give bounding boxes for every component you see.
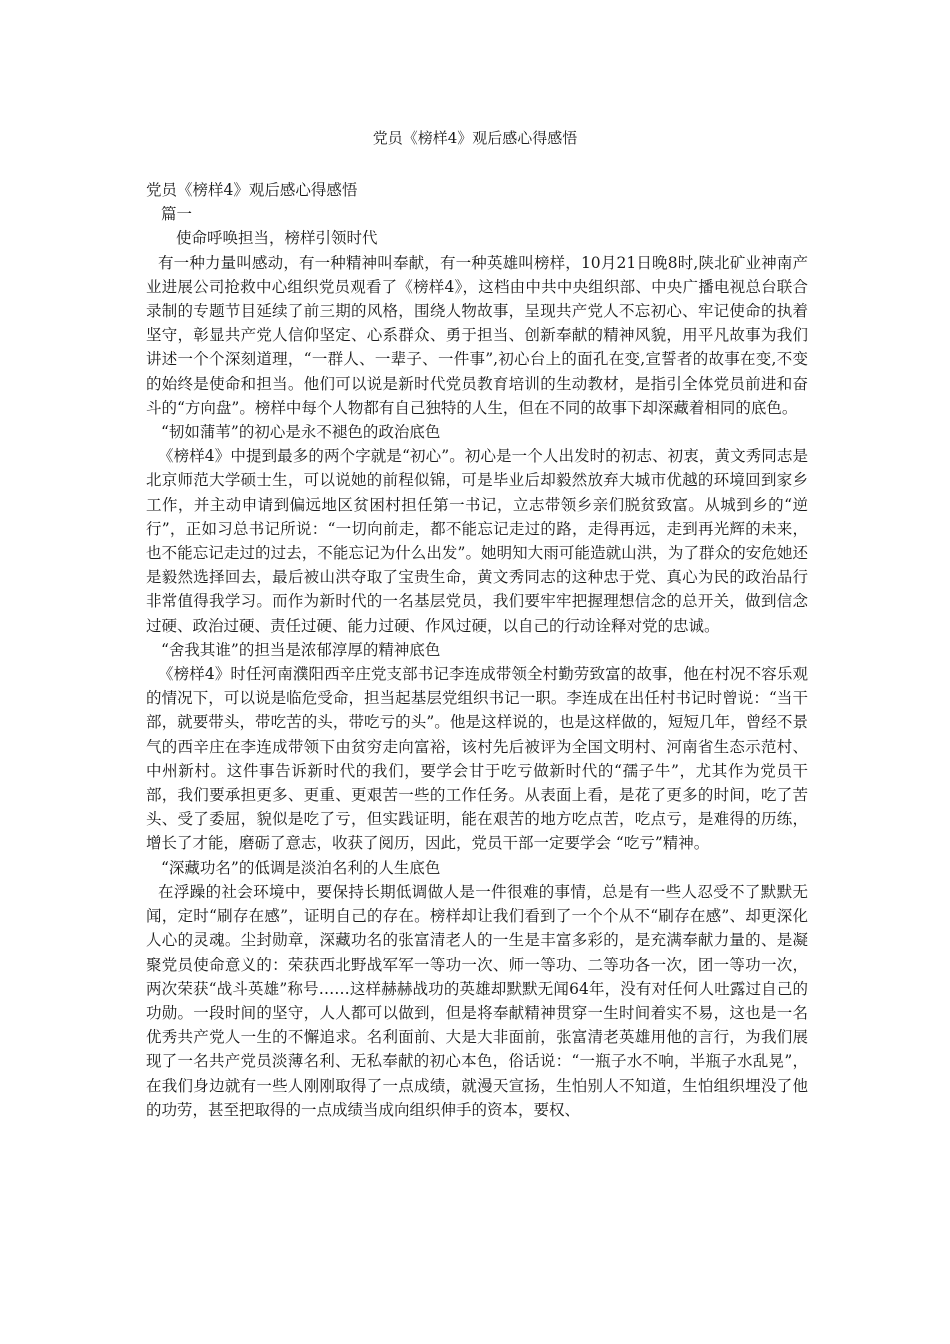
document-title: 党员《榜样4》观后感心得感悟 (372, 129, 578, 147)
document-body (146, 178, 808, 1122)
subheading-low-profile: “深藏功名”的低调是淡泊名利的人生底色 (161, 858, 441, 877)
part-label: 篇一 (161, 205, 193, 224)
paragraph-huang-wenxiu: 《榜样4》中提到最多的两个字就是“初心”。初心是一个人出发时的初志、初衷，黄文秀同志是北京师范大学硕士生，可以说她的前程似锦，可是毕业后却毅然放弃大城市优越的环境回到家乡工作，并主动申请到偏远地区贫困村担任第一书记，立志带领乡亲们脱贫致富。从城到乡的“逆行”，正如习总书记所说：“一切向前走，都不能忘记走过的路，走得再远，走到再光辉的未来，也不能忘记走过的过去，不能忘记为什么出发”。她明知大雨可能造就山洪，为了群众的安危她还是毅然选择回去，最后被山洪夺取了宝贵生命，黄文秀同志的这种忠于党、真心为民的政治品行非常值得我学习。而作为新时代的一名基层党员，我们要牢牢把握理想信念的总开关，做到信念过硬、政治过硬、责任过硬、能力过硬、作风过硬，以自己的行动诠释对党的忠诚。 (146, 447, 808, 635)
paragraph-zhang-fuqing: 在浮躁的社会环境中，要保持长期低调做人是一件很难的事情，总是有一些人忍受不了默默无闻，定时“刷存在感”，证明自己的存在。榜样却让我们看到了一个个从不“刷存在感”、却更深化人心的灵魂。尘封勋章，深藏功名的张富清老人的一生是丰富多彩的，是充满奉献力量的、是凝聚党员使命意义的：荣获西北野战军军一等功一次、师一等功、二等功各一次，团一等功一次，两次荣获“战斗英雄”称号……这样赫赫战功的英雄却默默无闻64年，没有对任何人吐露过自己的功勋。一段时间的坚守，人人都可以做到，但是将奉献精神贯穿一生时间着实不易，这也是一名优秀共产党人一生的不懈追求。名利面前、大是大非面前，张富清老英雄用他的言行，为我们展现了一名共产党员淡薄名利、无私奉献的初心本色，俗话说：“一瓶子水不响，半瓶子水乱晃”，在我们身边就有一些人刚刚取得了一点成绩，就漫天宣扬，生怕别人不知道，生怕组织埋没了他的功劳，甚至把取得的一点成绩当成向组织伸手的资本，要权、 (146, 882, 808, 1119)
paragraph-li-liancheng: 《榜样4》时任河南濮阳西辛庄党支部书记李连成带领全村勤劳致富的故事，他在村况不容乐观的情况下，可以说是临危受命，担当起基层党组织书记一职。李连成在出任村书记时曾说：“当干部，就要带头，带吃苦的头，带吃亏的头”。他是这样说的，也是这样做的，短短几年，曾经不景气的西辛庄在李连成带领下由贫穷走向富裕，该村先后被评为全国文明村、河南省生态示范村、中州新村。这件事告诉新时代的我们，要学会甘于吃亏做新时代的“孺子牛”，尤其作为党员干部，我们要承担更多、更重、更艰苦一些的工作任务。从表面上看，是花了更多的时间，吃了苦头、受了委屈，貌似是吃了亏，但实践证明，能在艰苦的地方吃点苦，吃点亏，是难得的历练，增长了才能，磨砺了意志，收获了阅历，因此，党员干部一定要学会 “吃亏”精神。 (146, 665, 808, 853)
document-subtitle: 党员《榜样4》观后感心得感悟 (146, 181, 358, 199)
paragraph-intro: 有一种力量叫感动，有一种精神叫奉献，有一种英雄叫榜样，10月21日晚8时,陕北矿业神南产业进展公司抢救中心组织党员观看了《榜样4》，这档由中共中央组织部、中央广播电视总台联合录制的专题节目延续了前三期的风格，围绕人物故事，呈现共产党人不忘初心、牢记使命的执着坚守，彰显共产党人信仰坚定、心系群众、勇于担当、创新奉献的精神风貌，用平凡故事为我们讲述一个个深刻道理，“一群人、一辈子、一件事”,初心台上的面孔在变,宣誓者的故事在变,不变的始终是使命和担当。他们可以说是新时代党员教育培训的生动教材，是指引全体党员前进和奋斗的“方向盘”。榜样中每个人物都有自己独特的人生，但在不同的故事下却深藏着相同的底色。 (146, 253, 808, 417)
subheading-initial-heart: “韧如蒲苇”的初心是永不褪色的政治底色 (161, 423, 441, 442)
subheading-responsibility: “舍我其谁”的担当是浓郁淳厚的精神底色 (161, 640, 441, 659)
section-heading: 使命呼唤担当，榜样引领时代 (176, 229, 378, 248)
